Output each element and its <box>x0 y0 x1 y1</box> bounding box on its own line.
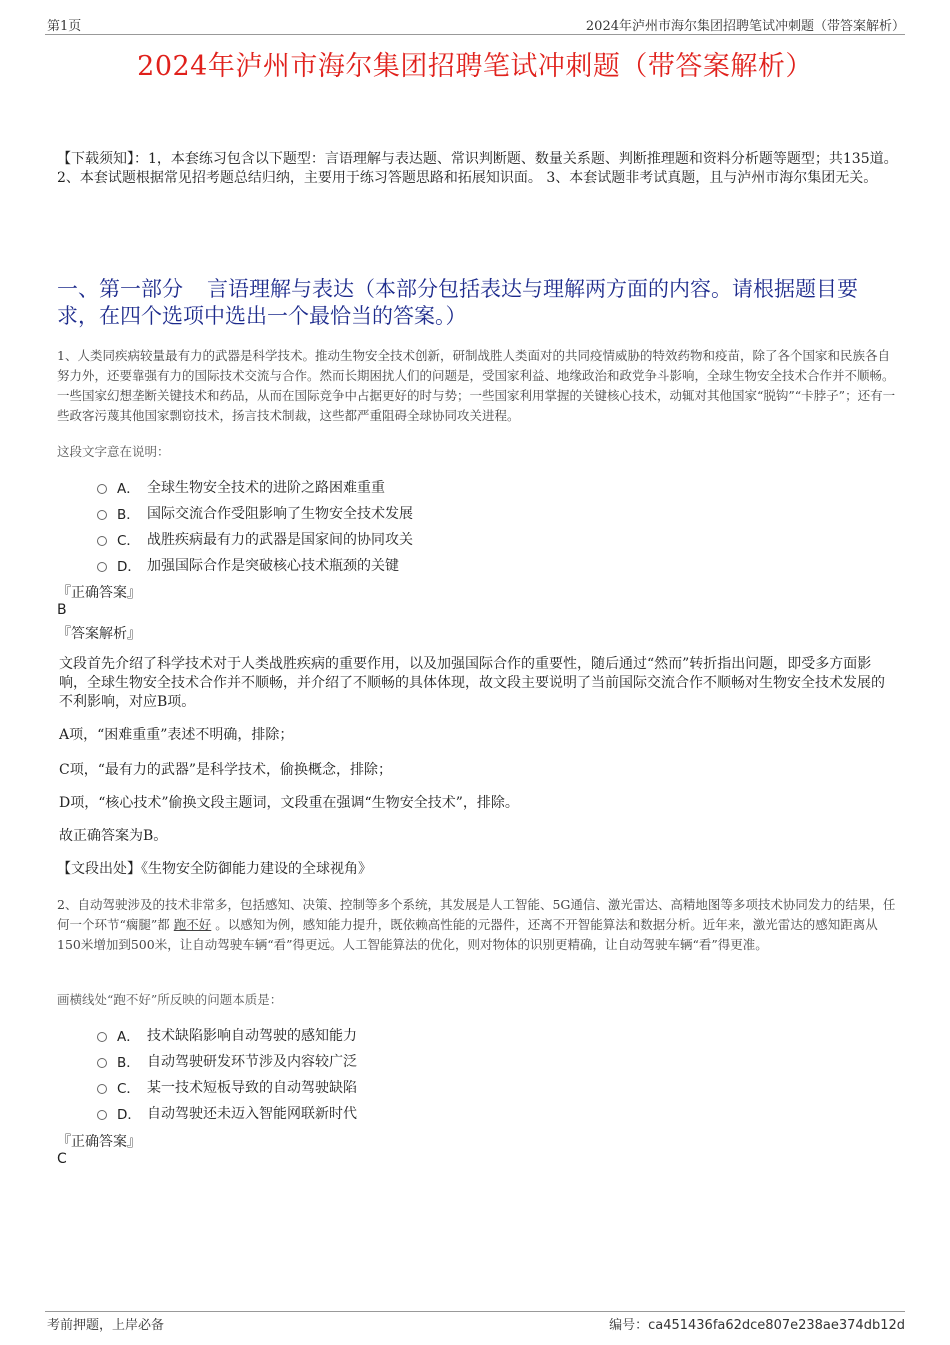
option-letter: B． <box>117 1055 140 1071</box>
radio-icon[interactable] <box>97 1110 107 1120</box>
q2-underlined-phrase: 跑不好 <box>173 917 212 932</box>
header-doc-title: 2024年泸州市海尔集团招聘笔试冲刺题（带答案解析） <box>585 19 905 34</box>
q1-option-c[interactable] <box>97 529 413 549</box>
radio-icon[interactable] <box>97 1084 107 1094</box>
question-1-text: 1、人类同疾病较量最有力的武器是科学技术。推动生物安全技术创新，研制战胜人类面对的共同疫情威胁的特效药物和疫苗，除了各个国家和民族各自努力外，还要靠强有力的国际技术交流与合作。然而长期困扰人们的问题是，受国家利益、地缘政治和政党争斗影响，全球生物安全技术合作并不顺畅。一些国家幻想垄断关键技术和药品，从而在国际竞争中占据更好的时与势；一些国家利用掌握的关键核心技术，动辄对其他国家“脱钩”“卡脖子”；还有一些政客污蔑其他国家剽窃技术，扬言技术制裁，这些都严重阻碍全球协同攻关进程。 <box>57 348 896 423</box>
footer-code-label: 编号： <box>609 1318 649 1333</box>
option-letter: C． <box>117 533 140 549</box>
q1-answer-label: 『正确答案』 <box>57 585 141 601</box>
q1-analysis-d: D项，“核心技术”偷换文段主题词，文段重在强调“生物安全技术”，排除。 <box>59 795 519 811</box>
q1-source: 【文段出处】《生物安全防御能力建设的全球视角》 <box>57 861 372 877</box>
option-letter: D． <box>117 1107 141 1123</box>
radio-icon[interactable] <box>97 510 107 520</box>
footer-code-value: ca451436fa62dce807e238ae374db12d <box>648 1318 905 1333</box>
option-text: 技术缺陷影响自动驾驶的感知能力 <box>147 1028 357 1044</box>
q1-analysis-a: A项，“困难重重”表述不明确，排除； <box>59 727 294 743</box>
section-title: 言语理解与表达（本部分包括表达与理解两方面的内容。请根据题目要求，在四个选项中选出一个最恰当的答案。） <box>57 277 858 328</box>
radio-icon[interactable] <box>97 1058 107 1068</box>
footer-code <box>609 1314 905 1333</box>
radio-icon[interactable] <box>97 484 107 494</box>
q1-option-d[interactable] <box>97 555 399 575</box>
option-text: 自动驾驶研发环节涉及内容较广泛 <box>147 1054 357 1070</box>
section-heading <box>57 276 897 330</box>
q1-analysis-c: C项，“最有力的武器”是科学技术，偷换概念，排除； <box>59 762 393 778</box>
option-letter: C． <box>117 1081 140 1097</box>
radio-icon[interactable] <box>97 1032 107 1042</box>
option-text: 加强国际合作是突破核心技术瓶颈的关键 <box>147 558 399 574</box>
option-text: 战胜疾病最有力的武器是国家间的协同攻关 <box>147 532 413 548</box>
q1-answer: B <box>57 602 67 618</box>
download-notice: 【下载须知】：1，本套练习包含以下题型：言语理解与表达题、常识判断题、数量关系题、判断推理题和资料分析题等题型；共135道。 2、本套试题根据常见招考题总结归纳，主要用于练习答题思路和拓展知识面。 3、本套试题非考试真题，且与泸州市海尔集团无关。 <box>57 151 898 186</box>
q2-option-a[interactable] <box>97 1025 357 1045</box>
question-2-prompt: 画横线处“跑不好”所反映的问题本质是： <box>57 992 283 1007</box>
q1-analysis-label: 『答案解析』 <box>57 626 141 642</box>
q2-option-d[interactable] <box>97 1103 357 1123</box>
option-letter: A． <box>117 481 140 497</box>
q2-option-b[interactable] <box>97 1051 357 1071</box>
radio-icon[interactable] <box>97 536 107 546</box>
option-letter: B． <box>117 507 140 523</box>
option-text: 国际交流合作受阻影响了生物安全技术发展 <box>147 506 413 522</box>
page-number: 第1页 <box>47 19 82 34</box>
header-divider <box>45 34 905 35</box>
question-1-prompt: 这段文字意在说明： <box>57 444 170 459</box>
q2-answer-label: 『正确答案』 <box>57 1134 141 1150</box>
q2-text-after: 。以感知为例，感知能力提升，既依赖高性能的元器件，还离不开智能算法和数据分析。近年来，激光雷达的感知距离从150米增加到500米，让自动驾驶车辆“看”得更远。人工智能算法的优化，则对物体的识别更精确，让自动驾驶车辆“看”得更准。 <box>57 917 878 952</box>
footer-slogan: 考前押题，上岸必备 <box>47 1318 165 1333</box>
footer-divider <box>45 1311 905 1312</box>
q2-option-c[interactable] <box>97 1077 357 1097</box>
q1-conclusion: 故正确答案为B。 <box>59 828 168 844</box>
section-number: 一、第一部分 <box>57 277 183 301</box>
q2-answer: C <box>57 1151 67 1167</box>
option-text: 某一技术短板导致的自动驾驶缺陷 <box>147 1080 357 1096</box>
page-title: 2024年泸州市海尔集团招聘笔试冲刺题（带答案解析） <box>137 51 813 82</box>
option-letter: A． <box>117 1029 140 1045</box>
q1-option-a[interactable] <box>97 477 385 497</box>
q1-option-b[interactable] <box>97 503 413 523</box>
option-letter: D． <box>117 559 141 575</box>
q2-text-before: 2、自动驾驶涉及的技术非常多，包括感知、决策、控制等多个系统，其发展是人工智能、5G通信、激光雷达、高精地图等多项技术协同发力的结果，任何一个环节“瘸腿”都 <box>57 897 896 932</box>
radio-icon[interactable] <box>97 562 107 572</box>
option-text: 自动驾驶还未迈入智能网联新时代 <box>147 1106 357 1122</box>
q1-analysis: 文段首先介绍了科学技术对于人类战胜疾病的重要作用，以及加强国际合作的重要性，随后通过“然而”转折指出问题，即受多方面影响，全球生物安全技术合作并不顺畅，并介绍了不顺畅的具体体现，故文段主要说明了当前国际交流合作不顺畅对生物安全技术发展的不利影响，对应B项。 <box>59 656 885 710</box>
option-text: 全球生物安全技术的进阶之路困难重重 <box>147 480 385 496</box>
question-2-text <box>57 895 897 955</box>
